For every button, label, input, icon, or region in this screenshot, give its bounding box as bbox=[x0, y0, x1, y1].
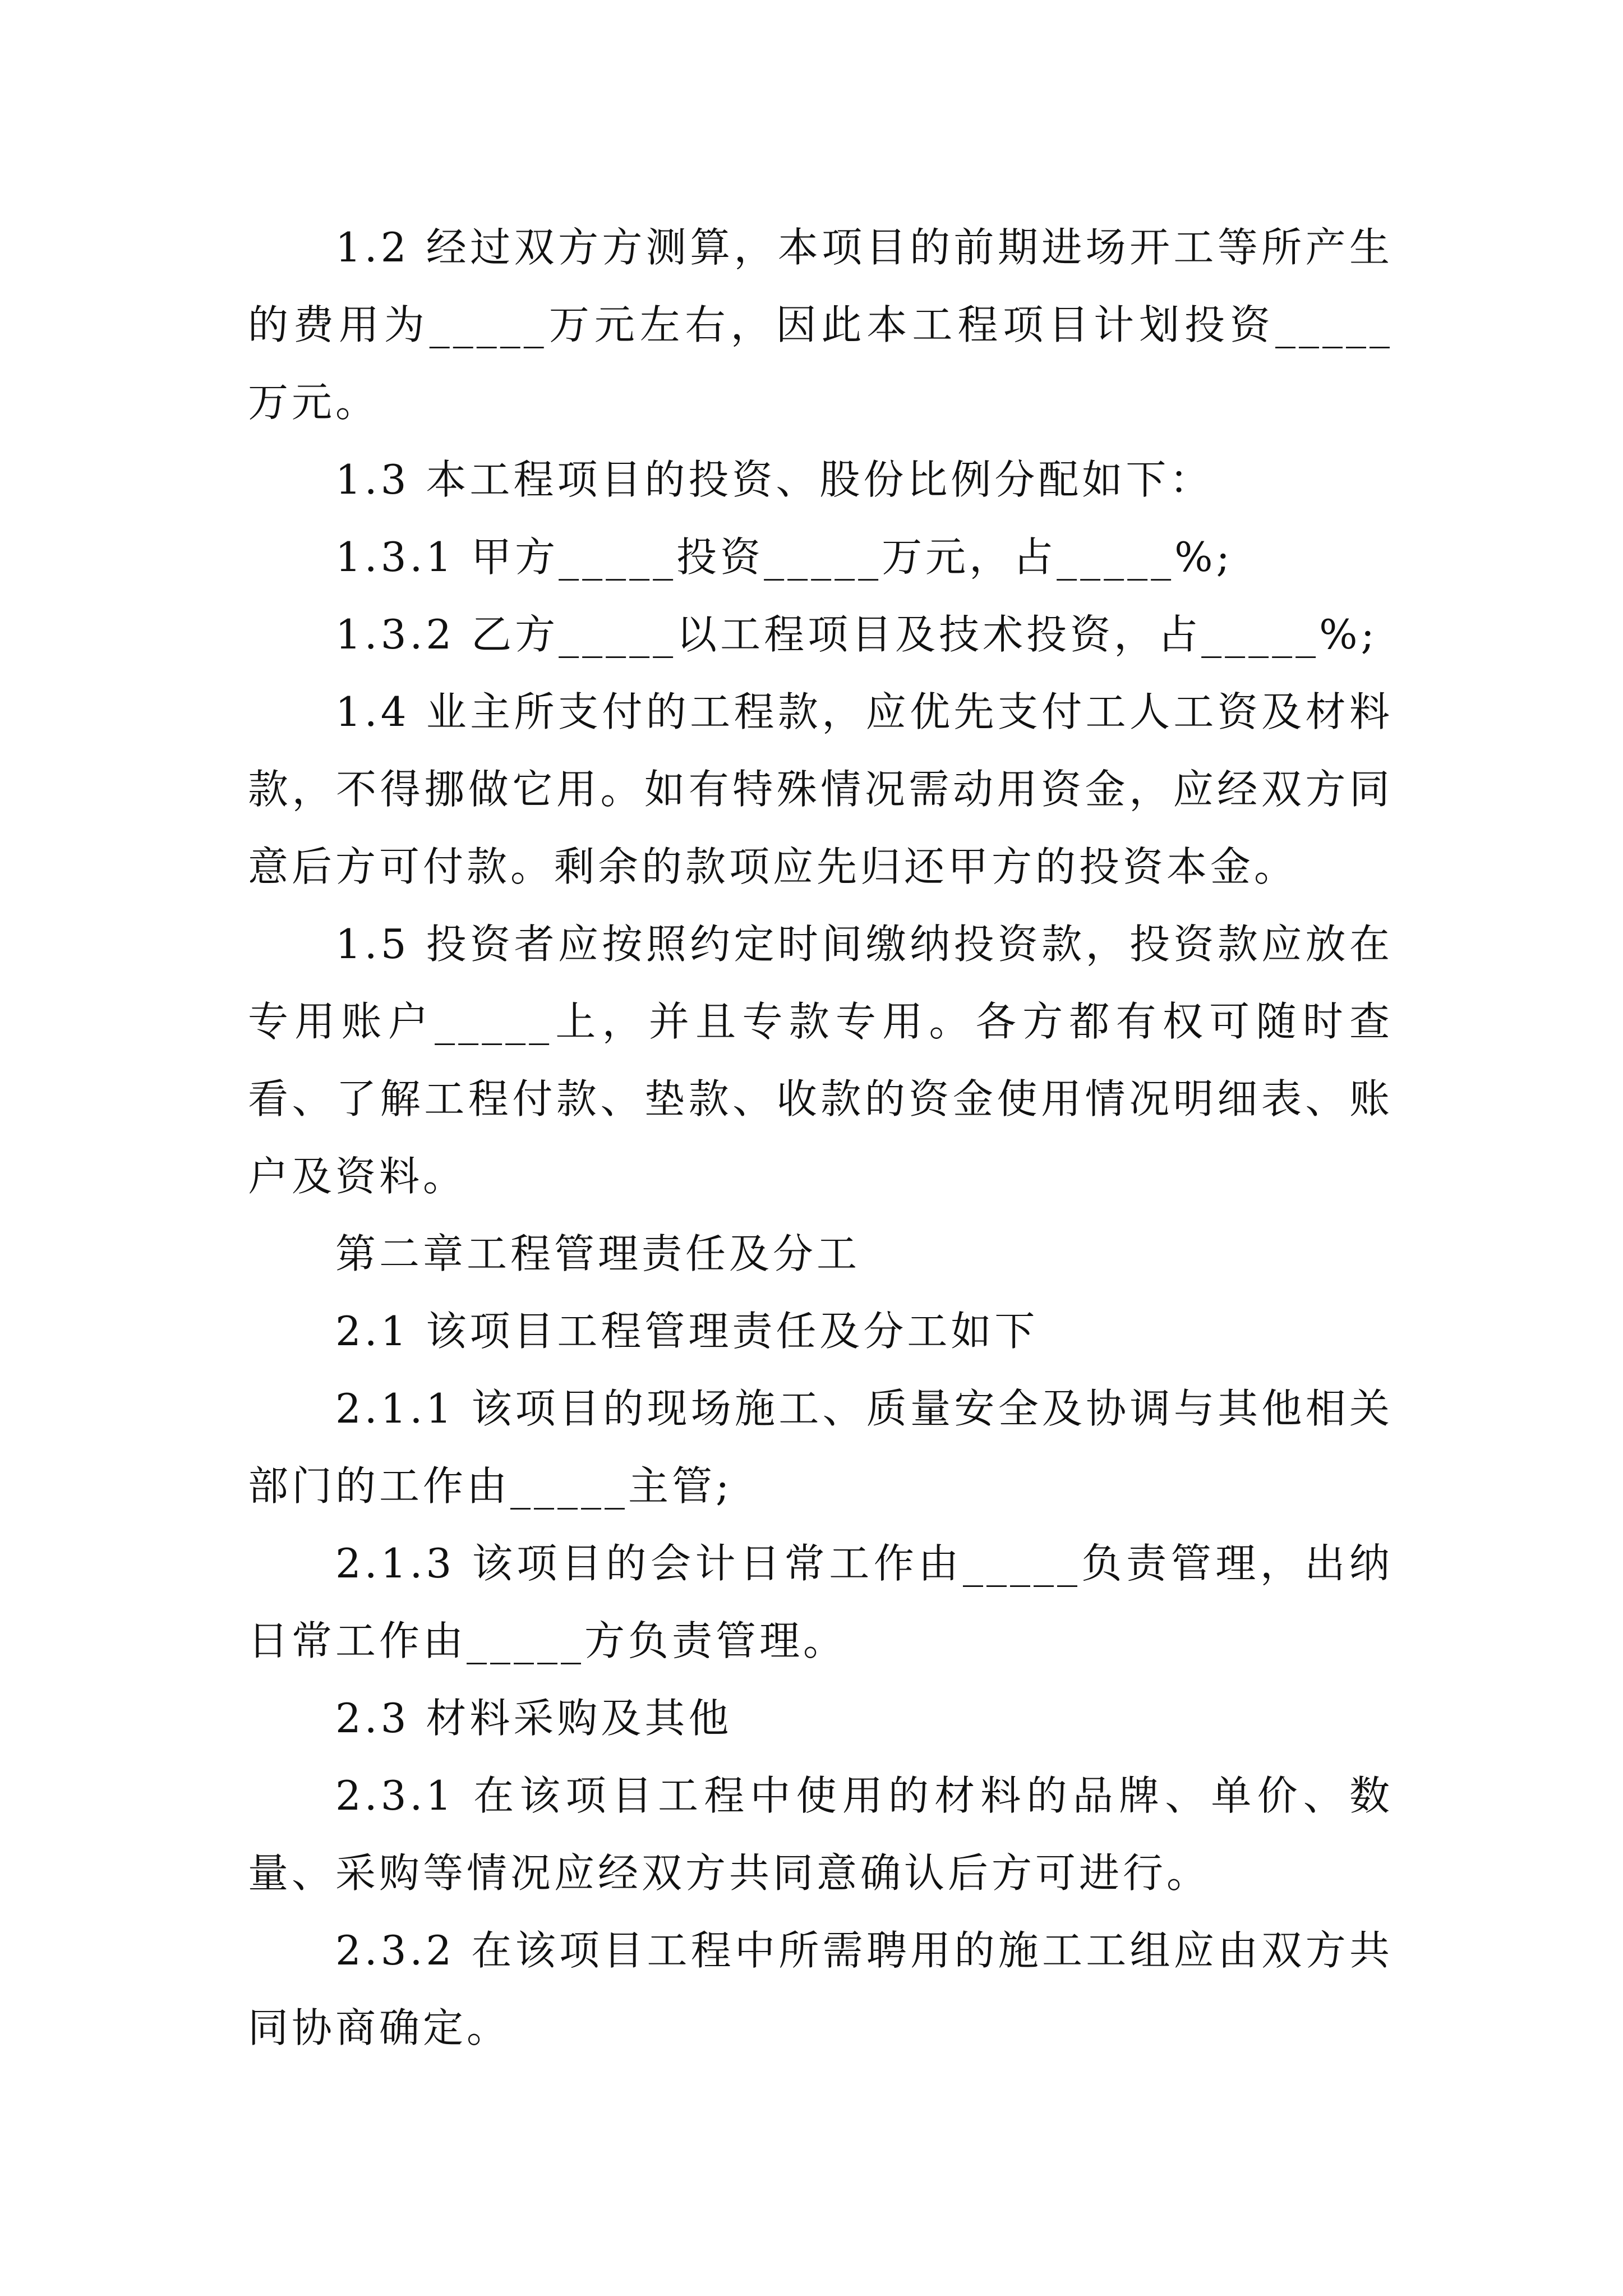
paragraph-2-3-1: 2.3.1 在该项目工程中使用的材料的品牌、单价、数量、采购等情况应经双方共同意确认后方可进行。 bbox=[248, 1772, 1393, 1897]
document-body bbox=[248, 209, 1393, 2067]
paragraph-2-1-1: 2.1.1 该项目的现场施工、质量安全及协调与其他相关部门的工作由_____主管; bbox=[248, 1385, 1393, 1510]
paragraph-2-3-2: 2.3.2 在该项目工程中所需聘用的施工工组应由双方共同协商确定。 bbox=[248, 1927, 1393, 2051]
paragraph-2-3: 2.3 材料采购及其他 bbox=[335, 1695, 732, 1742]
paragraph-1-2: 1.2 经过双方方测算，本项目的前期进场开工等所产生的费用为_____万元左右，因此本工程项目计划投资_____万元。 bbox=[248, 224, 1393, 426]
paragraph-1-3-2: 1.3.2 乙方_____以工程项目及技术投资，占_____%; bbox=[335, 611, 1378, 658]
paragraph-1-3-1: 1.3.1 甲方_____投资_____万元，占_____%; bbox=[335, 533, 1233, 581]
paragraph-2-1-3: 2.1.3 该项目的会计日常工作由_____负责管理，出纳日常工作由_____方负责管理。 bbox=[248, 1540, 1393, 1664]
paragraph-1-3: 1.3 本工程项目的投资、股份比例分配如下： bbox=[335, 456, 1214, 503]
paragraph-2-1: 2.1 该项目工程管理责任及分工如下 bbox=[335, 1308, 1039, 1355]
chapter-2-heading: 第二章工程管理责任及分工 bbox=[335, 1230, 861, 1277]
paragraph-1-5: 1.5 投资者应按照约定时间缴纳投资款，投资款应放在专用账户_____上，并且专款专用。各方都有权可随时查看、了解工程付款、垫款、收款的资金使用情况明细表、账户及资料。 bbox=[248, 921, 1393, 1200]
paragraph-1-4: 1.4 业主所支付的工程款，应优先支付工人工资及材料款，不得挪做它用。如有特殊情况需动用资金，应经双方同意后方可付款。剩余的款项应先归还甲方的投资本金。 bbox=[248, 688, 1393, 890]
